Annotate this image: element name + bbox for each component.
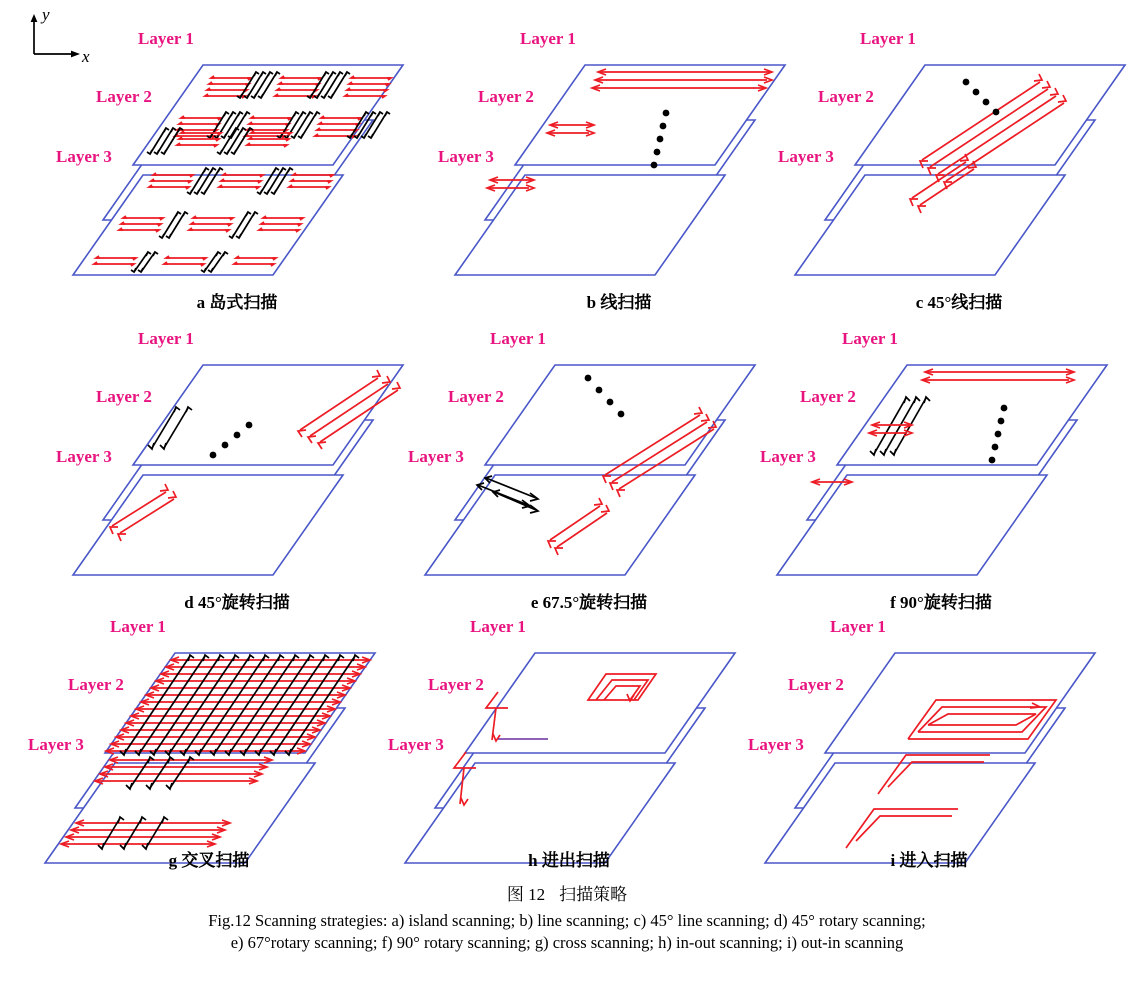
layer-label-3: Layer 3 (388, 735, 444, 754)
caption-45-rotary-scanning: d 45°旋转扫描 (184, 593, 290, 612)
panel-out-in-scanning (740, 608, 1118, 878)
panel-675-rotary-scanning (400, 320, 778, 590)
layer-label-1: Layer 1 (470, 617, 526, 636)
layer-label-3: Layer 3 (438, 147, 494, 166)
caption-island-scanning: a 岛式扫描 (196, 293, 278, 312)
layer-label-1: Layer 1 (490, 329, 546, 348)
figure-title-text: 扫描策略 (559, 885, 628, 904)
layer-label-2: Layer 2 (478, 87, 534, 106)
figure-caption-line-1: Fig.12 Scanning strategies: a) island scanning; b) line scanning; c) 45° line scanning; d) 45° rotary scanning; (208, 911, 926, 930)
layer-label-3: Layer 3 (408, 447, 464, 466)
axis-label-x: x (82, 47, 90, 66)
caption-cross-scanning: g 交叉扫描 (168, 851, 250, 870)
layer-label-2: Layer 2 (448, 387, 504, 406)
panel-in-out-scanning (380, 608, 758, 878)
layer-label-1: Layer 1 (138, 29, 194, 48)
layer-label-3: Layer 3 (778, 147, 834, 166)
caption-45-line-scanning: c 45°线扫描 (915, 293, 1003, 312)
layer-label-3: Layer 3 (56, 447, 112, 466)
layer-label-2: Layer 2 (428, 675, 484, 694)
layer-label-3: Layer 3 (56, 147, 112, 166)
figure-caption (0, 910, 1134, 954)
caption-line-scanning: b 线扫描 (586, 293, 652, 312)
panel-line-scanning (430, 20, 808, 290)
caption-90-rotary-scanning: f 90°旋转扫描 (890, 593, 992, 612)
layer-label-2: Layer 2 (96, 87, 152, 106)
panel-90-rotary-scanning (752, 320, 1130, 590)
layer-label-1: Layer 1 (842, 329, 898, 348)
figure-title (0, 880, 1134, 905)
layer-label-3: Layer 3 (760, 447, 816, 466)
line-pattern-top (592, 69, 772, 91)
panel-45-line-scanning (770, 20, 1134, 290)
layer-label-2: Layer 2 (788, 675, 844, 694)
layer-label-1: Layer 1 (830, 617, 886, 636)
layer-label-1: Layer 1 (860, 29, 916, 48)
layer-label-2: Layer 2 (818, 87, 874, 106)
layer-label-2: Layer 2 (96, 387, 152, 406)
layer-label-1: Layer 1 (520, 29, 576, 48)
caption-out-in-scanning: i 进入扫描 (890, 851, 968, 870)
layer-label-2: Layer 2 (800, 387, 856, 406)
layer-label-3: Layer 3 (28, 735, 84, 754)
panel-cross-scanning (20, 608, 398, 878)
caption-in-out-scanning: h 进出扫描 (528, 851, 610, 870)
figure-number: 图 12 (506, 885, 546, 904)
axis-label-y: y (42, 6, 50, 24)
caption-675-rotary-scanning: e 67.5°旋转扫描 (530, 593, 648, 612)
layer-label-1: Layer 1 (138, 329, 194, 348)
figure-caption-line-2: e) 67°rotary scanning; f) 90° rotary scanning; g) cross scanning; h) in-out scanning; i) out-in scanning (230, 933, 904, 952)
layer-label-2: Layer 2 (68, 675, 124, 694)
panel-island-scanning (48, 20, 426, 290)
panel-45-rotary-scanning (48, 320, 426, 590)
layer-label-3: Layer 3 (748, 735, 804, 754)
layer-label-1: Layer 1 (110, 617, 166, 636)
